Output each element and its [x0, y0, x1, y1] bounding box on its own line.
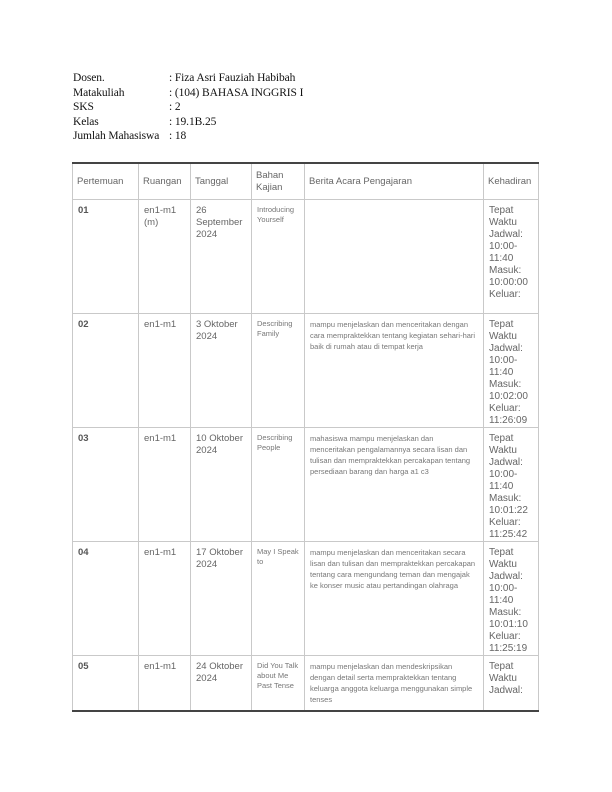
table-row [73, 200, 539, 314]
cell-berita-acara [305, 200, 484, 314]
attendance-table [72, 162, 539, 712]
cell-bahan-kajian: Describing People [252, 428, 305, 542]
info-value: : 2 [169, 101, 181, 113]
column-header-berita-acara: Berita Acara Pengajaran [305, 163, 484, 200]
cell-kehadiran: Tepat Waktu Jadwal: [484, 656, 539, 711]
info-row-dosen [73, 71, 303, 86]
info-label: Kelas [73, 115, 99, 128]
cell-tanggal: 24 Oktober 2024 [191, 656, 252, 711]
cell-bahan-kajian: Introducing Yourself [252, 200, 305, 314]
table-row [73, 656, 539, 711]
cell-kehadiran: Tepat Waktu Jadwal: 10:00-11:40 Masuk: 10:01:22 Keluar: 11:25:42 [484, 428, 539, 542]
column-header-bahan-kajian: Bahan Kajian [252, 163, 305, 200]
cell-pertemuan: 03 [73, 428, 139, 542]
cell-pertemuan: 05 [73, 656, 139, 711]
cell-tanggal: 26 September 2024 [191, 200, 252, 314]
info-value: : 19.1B.25 [169, 115, 217, 128]
cell-ruangan: en1-m1 [139, 314, 191, 428]
table-header-row [73, 163, 539, 200]
column-header-kehadiran: Kehadiran [484, 163, 539, 200]
column-header-ruangan: Ruangan [139, 163, 191, 200]
cell-kehadiran: Tepat Waktu Jadwal: 10:00-11:40 Masuk: 10:02:00 Keluar: 11:26:09 [484, 314, 539, 428]
cell-berita-acara: mampu menjelaskan dan menceritakan secara lisan dan tulisan dan mempraktekkan percakapan tentang cara mengundang teman dan mengajak ke konser music atau pertandingan olahraga [305, 542, 484, 656]
info-label: Matakuliah [73, 86, 125, 99]
info-label: Jumlah Mahasiswa [73, 130, 160, 142]
cell-ruangan: en1-m1 [139, 428, 191, 542]
cell-tanggal: 17 Oktober 2024 [191, 542, 252, 656]
cell-tanggal: 10 Oktober 2024 [191, 428, 252, 542]
info-value: : (104) BAHASA INGGRIS I [169, 86, 304, 99]
cell-berita-acara: mahasiswa mampu menjelaskan dan menceritakan pengalamannya secara lisan dan tulisan dan mempraktekkan percakapan tentang persediaan barang dan harga a1 c3 [305, 428, 484, 542]
course-info-header [73, 71, 303, 144]
column-header-pertemuan: Pertemuan [73, 163, 139, 200]
cell-tanggal: 3 Oktober 2024 [191, 314, 252, 428]
cell-berita-acara: mampu menjelaskan dan mendeskripsikan dengan detail serta mempraktekkan tentang keluarga anggota keluarga menggunakan simple tenses [305, 656, 484, 711]
cell-pertemuan: 02 [73, 314, 139, 428]
info-value: : Fiza Asri Fauziah Habibah [169, 72, 296, 84]
cell-kehadiran: Tepat Waktu Jadwal: 10:00-11:40 Masuk: 10:01:10 Keluar: 11:25:19 [484, 542, 539, 656]
table-row [73, 542, 539, 656]
cell-ruangan: en1-m1 (m) [139, 200, 191, 314]
cell-ruangan: en1-m1 [139, 656, 191, 711]
info-label: Dosen. [73, 72, 105, 84]
column-header-tanggal: Tanggal [191, 163, 252, 200]
table-row [73, 428, 539, 542]
cell-pertemuan: 01 [73, 200, 139, 314]
cell-berita-acara: mampu menjelaskan dan menceritakan dengan cara mempraktekkan tentang kegiatan sehari-hari baik di rumah atau di tempat kerja [305, 314, 484, 428]
cell-bahan-kajian: Did You Talk about Me Past Tense [252, 656, 305, 711]
table-row [73, 314, 539, 428]
info-row-sks [73, 100, 303, 115]
cell-bahan-kajian: Describing Family [252, 314, 305, 428]
cell-ruangan: en1-m1 [139, 542, 191, 656]
info-row-jumlah-mahasiswa [73, 129, 303, 144]
cell-kehadiran: Tepat Waktu Jadwal: 10:00-11:40 Masuk: 10:00:00 Keluar: [484, 200, 539, 314]
cell-pertemuan: 04 [73, 542, 139, 656]
info-row-matakuliah [73, 86, 303, 101]
cell-bahan-kajian: May I Speak to [252, 542, 305, 656]
info-value: : 18 [169, 130, 187, 142]
info-label: SKS [73, 101, 94, 113]
info-row-kelas [73, 115, 303, 130]
